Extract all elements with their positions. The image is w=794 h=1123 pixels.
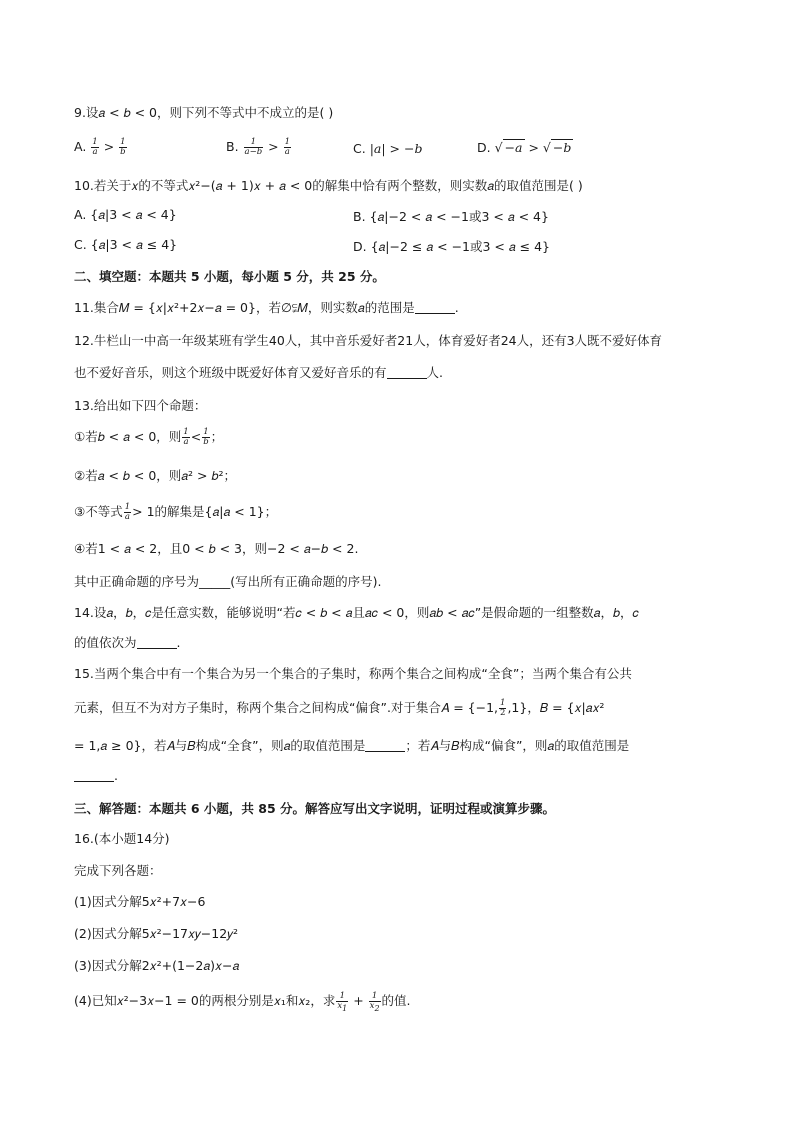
question-11: 11.集合𝑀 = {𝑥|𝑥²+2𝑥−𝑎 = 0}，若∅⫋𝑀，则实数𝑎的范围是 . xyxy=(74,300,459,315)
q9-option-b: B. $\frac{1}{a-b}$ > $\frac{1}{a}$ xyxy=(226,137,291,157)
question-9-stem: 9.设𝑎 < 𝑏 < 0，则下列不等式中不成立的是( ) xyxy=(74,105,334,120)
q13-proposition-3: ③不等式 $\frac{1}{a}$ > 1的解集是{𝑎|𝑎 < 1}； xyxy=(74,502,278,522)
q10-option-c: C. {𝑎|3 < 𝑎 ≤ 4} xyxy=(74,237,178,252)
q16-part-2: (2)因式分解5𝑥²−17𝑥𝑦−12𝑦² xyxy=(74,926,239,941)
question-15-line1: 15.当两个集合中有一个集合为另一个集合的子集时，称两个集合之间构成“全食”；当两个集合有公共 xyxy=(74,666,632,681)
question-15-line3: = 1,𝑎 ≥ 0}，若𝐴与𝐵构成“全食”，则𝑎的取值范围是 ；若𝐴与𝐵构成“偏食”，则𝑎的取值范围是 xyxy=(74,738,630,753)
answer-blank xyxy=(415,301,455,314)
q16-part-3: (3)因式分解2𝑥²+(1−2𝑎)𝑥−𝑎 xyxy=(74,958,240,973)
question-15-line4: . xyxy=(74,767,118,785)
question-16-title: 16.(本小题14分) xyxy=(74,831,170,846)
q16-part-1: (1)因式分解5𝑥²+7𝑥−6 xyxy=(74,894,206,909)
question-15-line2: 元素，但互不为对方子集时，称两个集合之间构成“偏食”.对于集合𝐴 = {−1, $\frac{1}{2}$ ,1}，𝐵 = {𝑥|𝑎𝑥² xyxy=(74,698,605,718)
q16-part-4: (4)已知𝑥²−3𝑥−1 = 0的两根分别是𝑥₁和𝑥₂，求 $\frac{1}{x_1}$ + $\frac{1}{x_2}$ 的值. xyxy=(74,991,411,1013)
answer-blank xyxy=(365,739,405,752)
answer-blank xyxy=(137,636,177,649)
question-14-line2: 的值依次为 . xyxy=(74,635,181,650)
question-10-stem: 10.若关于𝑥的不等式𝑥²−(𝑎 + 1)𝑥 + 𝑎 < 0的解集中恰有两个整数，则实数𝑎的取值范围是( ) xyxy=(74,178,583,193)
q9-option-a: A. $\frac{1}{a}$ > $\frac{1}{b}$ xyxy=(74,137,126,157)
question-12-line2: 也不爱好音乐，则这个班级中既爱好体育又爱好音乐的有 人. xyxy=(74,365,443,380)
q13-proposition-2: ②若𝑎 < 𝑏 < 0，则𝑎² > 𝑏²； xyxy=(74,468,236,483)
q10-option-d: D. {𝑎|−2 ≤ 𝑎 < −1或3 < 𝑎 ≤ 4} xyxy=(353,239,550,254)
section-2-heading: 二、填空题：本题共 5 小题，每小题 5 分，共 25 分。 xyxy=(74,269,385,284)
question-12-line1: 12.牛栏山一中高一年级某班有学生40人，其中音乐爱好者21人，体育爱好者24人，还有3人既不爱好体育 xyxy=(74,333,663,348)
question-14-line1: 14.设𝑎，𝑏，𝑐是任意实数，能够说明“若𝑐 < 𝑏 < 𝑎且𝑎𝑐 < 0，则𝑎𝑏 < 𝑎𝑐”是假命题的一组整数𝑎，𝑏，𝑐 xyxy=(74,605,639,620)
q9-option-d: D. √ −a > √ −b xyxy=(477,140,572,155)
question-13-stem: 13.给出如下四个命题： xyxy=(74,398,207,413)
section-3-heading: 三、解答题：本题共 6 小题，共 85 分。解答应写出文字说明，证明过程或演算步骤。 xyxy=(74,801,556,816)
q10-option-a: A. {𝑎|3 < 𝑎 < 4} xyxy=(74,207,177,222)
answer-blank xyxy=(74,769,114,782)
q13-proposition-4: ④若1 < 𝑎 < 2，且0 < 𝑏 < 3，则−2 < 𝑎−𝑏 < 2. xyxy=(74,541,359,556)
q10-option-b: B. {𝑎|−2 < 𝑎 < −1或3 < 𝑎 < 4} xyxy=(353,209,549,224)
q13-tail: 其中正确命题的序号为_____(写出所有正确命题的序号). xyxy=(74,574,382,589)
q13-proposition-1: ①若𝑏 < 𝑎 < 0，则 $\frac{1}{a}$ < $\frac{1}{b}$ ； xyxy=(74,427,224,447)
answer-blank xyxy=(387,366,427,379)
question-16-intro: 完成下列各题： xyxy=(74,863,162,878)
q9-option-c: C. |a| > −b xyxy=(353,141,423,156)
